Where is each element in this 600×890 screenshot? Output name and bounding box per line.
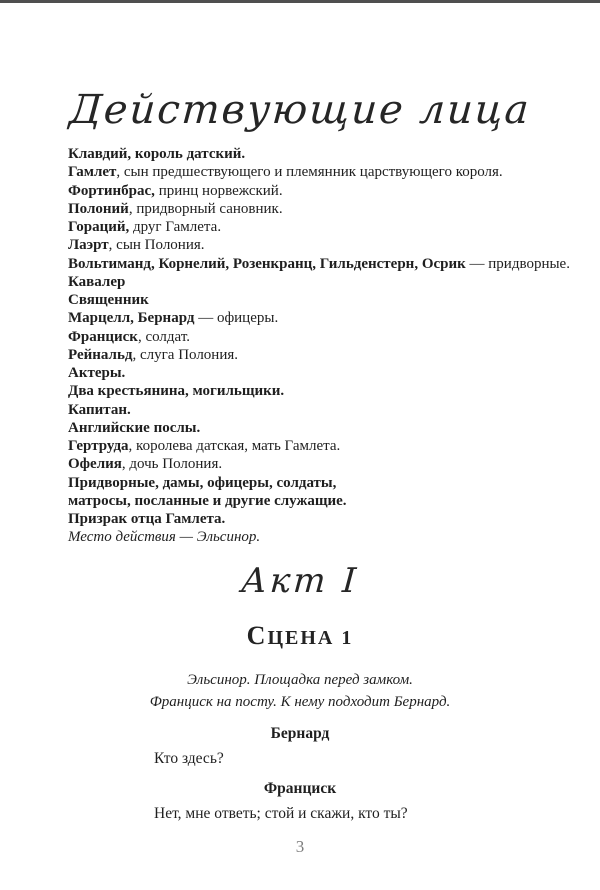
- scene-heading-initial: С: [246, 620, 268, 650]
- character-name: Офелия: [68, 456, 122, 473]
- cast-entry: [68, 346, 580, 364]
- character-name: Гамлет: [68, 164, 117, 181]
- cast-entry: [68, 182, 580, 200]
- scene-heading-rest: ЦЕНА 1: [267, 626, 354, 649]
- cast-entry: [68, 328, 580, 346]
- cast-entry: [68, 309, 580, 327]
- cast-entry: [68, 145, 580, 163]
- character-description: — придворные.: [465, 255, 570, 272]
- character-name: Франциск: [68, 328, 138, 345]
- cast-entry: [68, 419, 580, 437]
- cast-entry: [68, 437, 580, 455]
- character-description: принц норвежский.: [154, 182, 283, 199]
- character-name: матросы, посланные и другие служащие.: [68, 492, 347, 509]
- scene-heading: [0, 620, 600, 653]
- character-description: — офицеры.: [194, 310, 279, 327]
- top-rule-divider: [0, 0, 600, 3]
- dialogue-section: [0, 724, 600, 823]
- dramatis-personae-title: Действующие лица: [67, 87, 533, 133]
- character-name: Гертруда: [68, 438, 129, 454]
- character-name: Призрак отца Гамлета.: [68, 511, 226, 527]
- stage-direction-line: Эльсинор. Площадка перед замком.: [187, 671, 413, 688]
- character-description: , придворный сановник.: [128, 200, 283, 217]
- character-name: Фортинбрас,: [68, 182, 155, 199]
- cast-list: [68, 145, 580, 528]
- character-name: Капитан.: [68, 401, 131, 418]
- cast-entry: [68, 218, 580, 236]
- character-description: , сын Полония.: [108, 237, 205, 254]
- character-description: , королева датская, мать Гамлета.: [128, 438, 341, 454]
- character-name: Придворные, дамы, офицеры, солдаты,: [68, 474, 337, 491]
- cast-entry: [68, 291, 580, 309]
- character-name: Два крестьянина, могильщики.: [68, 383, 285, 400]
- speaker-name: Бернард: [270, 724, 330, 742]
- cast-entry: [68, 382, 580, 400]
- cast-entry: [68, 236, 580, 254]
- stage-directions: [0, 669, 600, 713]
- cast-entry: [68, 255, 580, 273]
- character-description: , солдат.: [137, 328, 190, 345]
- stage-direction-line: Франциск на посту. К нему подходит Бернард.: [149, 693, 451, 710]
- cast-entry: [68, 474, 580, 492]
- character-name: Вольтиманд, Корнелий, Розенкранц, Гильденстерн, Осрик: [68, 255, 466, 272]
- character-name: Полоний: [68, 200, 129, 217]
- character-description: , сын предшествующего и племянник царствующего короля.: [116, 164, 503, 181]
- speaker-name: Франциск: [263, 779, 337, 797]
- character-name: Клавдий, король датский.: [68, 146, 246, 162]
- dialogue-block: [0, 779, 600, 823]
- cast-entry: [68, 401, 580, 419]
- page-number: 3: [295, 836, 305, 856]
- character-name: Кавалер: [68, 273, 126, 290]
- character-description: , дочь Полония.: [121, 456, 223, 473]
- dialogue-line: Нет, мне ответь; стой и скажи, кто ты?: [154, 804, 408, 822]
- cast-entry: [68, 273, 580, 291]
- cast-entry: [68, 492, 580, 510]
- act-title: Акт I: [239, 560, 361, 601]
- cast-entry: [68, 163, 580, 181]
- character-name: Лаэрт: [68, 237, 109, 254]
- character-name: Священник: [68, 292, 149, 308]
- cast-entry: [68, 364, 580, 382]
- cast-entry: [68, 455, 580, 473]
- character-name: Марцелл, Бернард: [68, 310, 195, 327]
- character-name: Гораций,: [68, 219, 130, 235]
- character-name: Рейнальд: [68, 346, 133, 363]
- dialogue-block: [0, 724, 600, 768]
- cast-entry: [68, 510, 580, 528]
- character-name: Английские послы.: [68, 419, 201, 436]
- cast-entry: [68, 200, 580, 218]
- dialogue-line: Кто здесь?: [154, 749, 224, 767]
- location-note: Место действия — Эльсинор.: [68, 529, 261, 546]
- character-description: , слуга Полония.: [132, 346, 239, 363]
- character-name: Актеры.: [68, 365, 126, 381]
- character-description: друг Гамлета.: [129, 219, 222, 235]
